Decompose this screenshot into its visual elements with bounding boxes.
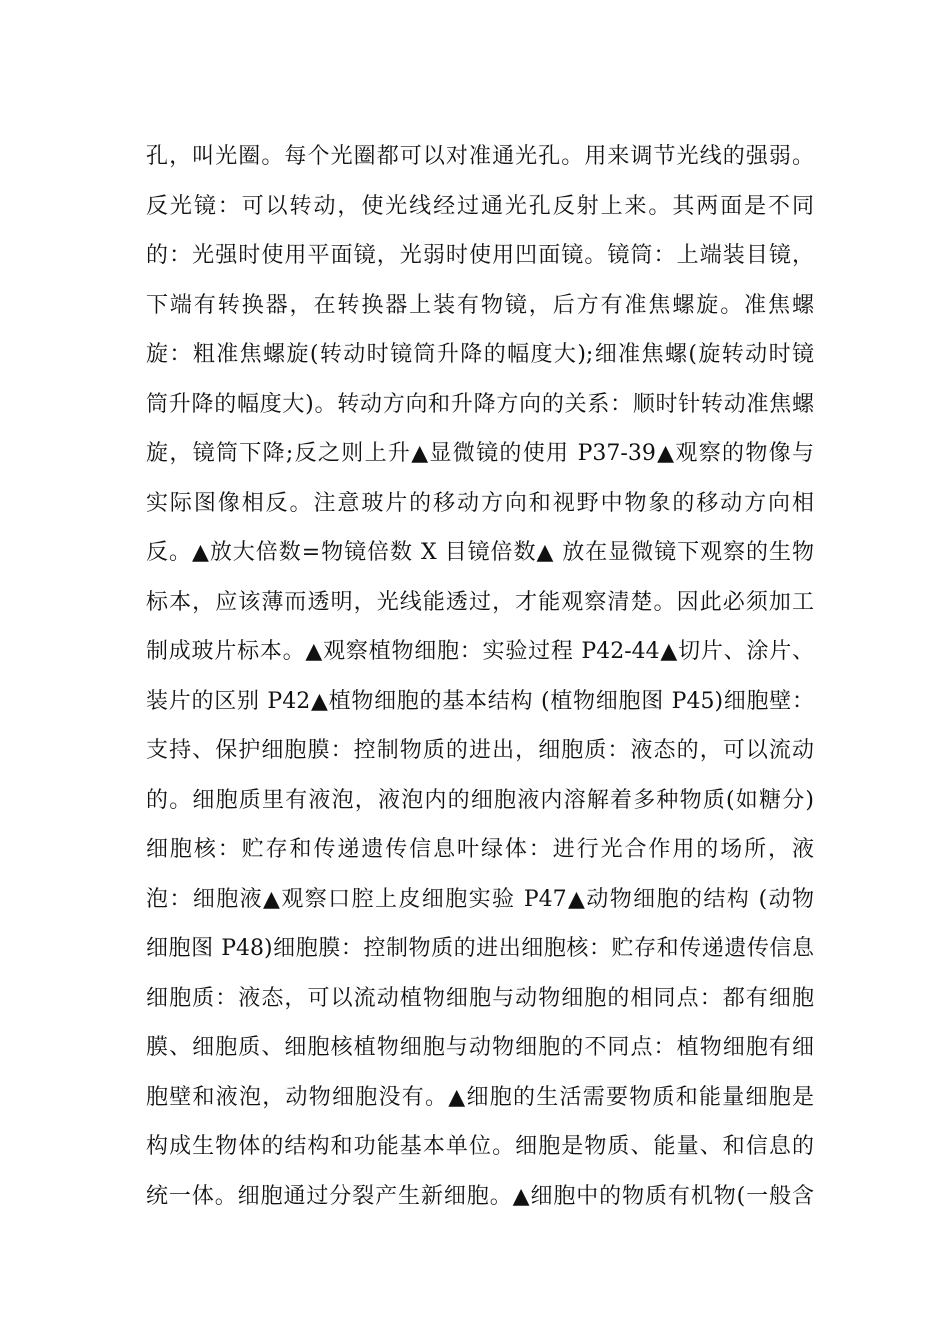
text-line: 膜、细胞质、细胞核植物细胞与动物细胞的不同点：植物细胞有细 [146,1035,814,1060]
text-line: 下端有转换器，在转换器上装有物镜，后方有准焦螺旋。准焦螺 [146,292,814,318]
text-line: 支持、保护细胞膜：控制物质的进出，细胞质：液态的，可以流动 [146,738,814,763]
text-line: 的：光强时使用平面镜，光弱时使用凹面镜。镜筒：上端装目镜， [146,243,814,268]
text-line: 统一体。细胞通过分裂产生新细胞。▲细胞中的物质有机物(一般含 [146,1183,814,1209]
text-line: 装片的区别 P42▲植物细胞的基本结构 (植物细胞图 P45)细胞壁： [146,688,814,714]
body-text [146,132,814,1221]
text-line: 筒升降的幅度大)。转动方向和升降方向的关系：顺时针转动准焦螺 [146,391,814,417]
text-line: 实际图像相反。注意玻片的移动方向和视野中物象的移动方向相 [146,490,814,516]
text-line: 泡：细胞液▲观察口腔上皮细胞实验 P47▲动物细胞的结构 (动物 [146,886,814,912]
text-line: 制成玻片标本。▲观察植物细胞：实验过程 P42-44▲切片、涂片、 [146,639,814,664]
text-line: 反光镜：可以转动，使光线经过通光孔反射上来。其两面是不同 [146,193,814,219]
text-line: 孔，叫光圈。每个光圈都可以对准通光孔。用来调节光线的强弱。 [146,144,814,169]
text-line: 反。▲放大倍数=物镜倍数 X 目镜倍数▲ 放在显微镜下观察的生物 [146,540,814,565]
text-line: 旋，镜筒下降;反之则上升▲显微镜的使用 P37-39▲观察的物像与 [146,441,814,466]
text-line: 细胞质：液态，可以流动植物细胞与动物细胞的相同点：都有细胞 [146,985,814,1011]
text-line: 旋：粗准焦螺旋(转动时镜筒升降的幅度大);细准焦螺(旋转动时镜 [146,342,814,367]
text-line: 构成生物体的结构和功能基本单位。细胞是物质、能量、和信息的 [146,1134,814,1159]
text-line: 细胞图 P48)细胞膜：控制物质的进出细胞核：贮存和传递遗传信息 [146,936,814,961]
text-line: 标本，应该薄而透明，光线能透过，才能观察清楚。因此必须加工 [146,589,814,615]
text-line: 细胞核：贮存和传递遗传信息叶绿体：进行光合作用的场所，液 [146,837,814,862]
text-line: 的。细胞质里有液泡，液泡内的细胞液内溶解着多种物质(如糖分) [146,787,814,813]
text-line: 胞壁和液泡，动物细胞没有。▲细胞的生活需要物质和能量细胞是 [146,1084,814,1110]
